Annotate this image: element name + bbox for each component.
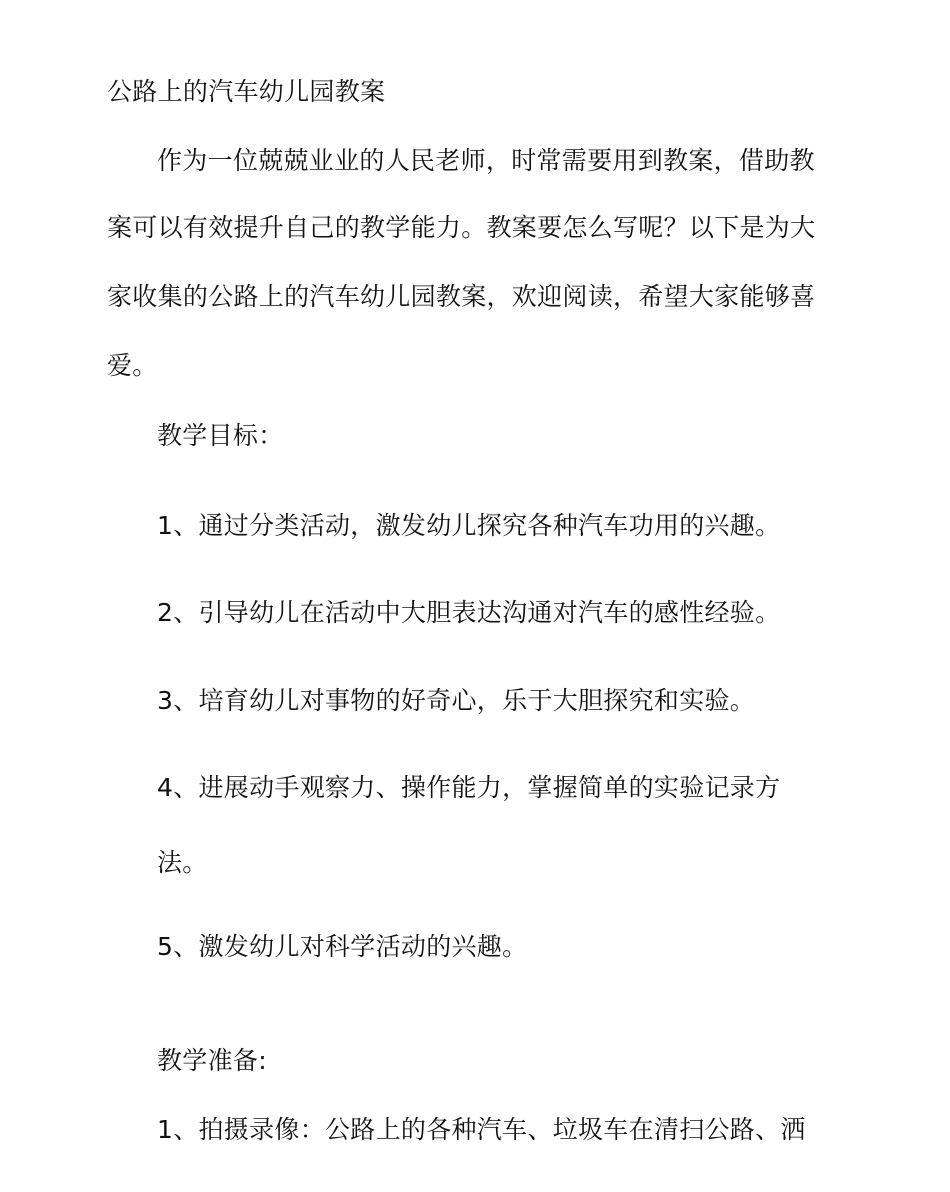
prep-heading: 教学准备: bbox=[157, 1046, 267, 1075]
goals-item-5: 5、激发幼儿对科学活动的兴趣。 bbox=[157, 932, 528, 961]
document-title: 公路上的汽车幼儿园教案 bbox=[107, 77, 386, 106]
goals-item-3: 3、培育幼儿对事物的好奇心，乐于大胆探究和实验。 bbox=[157, 686, 756, 715]
intro-line-1: 作为一位兢兢业业的人民老师，时常需要用到教案，借助教 bbox=[157, 146, 815, 175]
goals-heading: 教学目标： bbox=[157, 421, 284, 450]
intro-line-3: 家收集的公路上的汽车幼儿园教案，欢迎阅读，希望大家能够喜 bbox=[107, 282, 816, 311]
goals-item-2: 2、引导幼儿在活动中大胆表达沟通对汽车的感性经验。 bbox=[157, 598, 781, 627]
intro-line-4: 爱。 bbox=[107, 351, 158, 380]
prep-item-1: 1、拍摄录像：公路上的各种汽车、垃圾车在清扫公路、洒 bbox=[157, 1115, 806, 1144]
goals-item-4-line-1: 4、进展动手观察力、操作能力，掌握简单的实验记录方 bbox=[157, 773, 781, 802]
goals-item-4-line-2: 法。 bbox=[157, 848, 208, 877]
intro-line-2: 案可以有效提升自己的教学能力。教案要怎么写呢？以下是为大 bbox=[107, 213, 816, 242]
goals-item-1: 1、通过分类活动，激发幼儿探究各种汽车功用的兴趣。 bbox=[157, 511, 781, 540]
